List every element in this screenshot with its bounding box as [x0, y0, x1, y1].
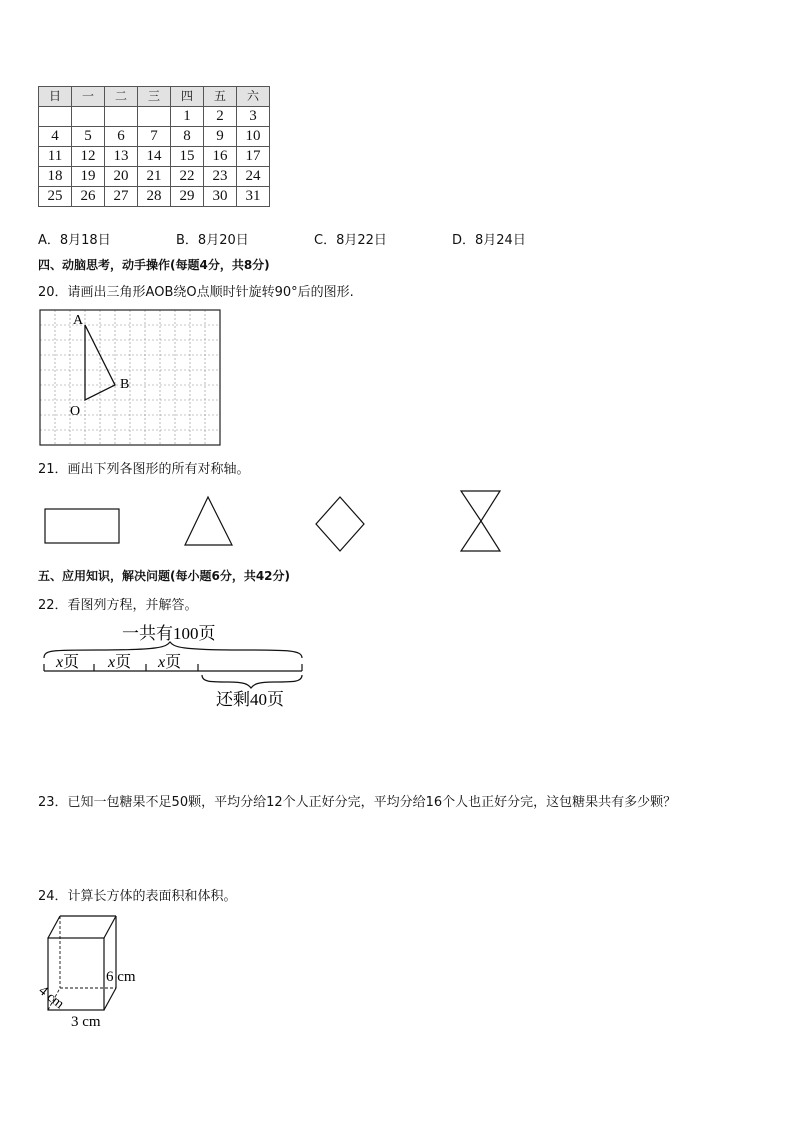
calendar-cell: 30	[204, 187, 237, 207]
question-20-text: 20．请画出三角形AOB绕O点顺时针旋转90°后的图形.	[38, 285, 354, 300]
calendar-cell: 8	[171, 127, 204, 147]
calendar-cell: 21	[138, 167, 171, 187]
calendar-cell: 9	[204, 127, 237, 147]
option-b: B．8月20日	[176, 233, 249, 248]
calendar-cell: 14	[138, 147, 171, 167]
calendar-header-cell: 四	[171, 87, 204, 107]
calendar-row	[39, 167, 270, 187]
calendar-cell: 16	[204, 147, 237, 167]
hourglass-top-triangle	[461, 491, 500, 521]
symmetry-shapes	[40, 486, 510, 556]
segment-label-2: x页	[108, 654, 132, 671]
calendar-cell: 25	[39, 187, 72, 207]
segment-label-3: x页	[158, 654, 182, 671]
calendar-cell: 19	[72, 167, 105, 187]
calendar-cell: 11	[39, 147, 72, 167]
calendar-cell: 18	[39, 167, 72, 187]
calendar-cell: 20	[105, 167, 138, 187]
label-o: O	[70, 404, 81, 419]
question-24-text: 24．计算长方体的表面积和体积。	[38, 889, 237, 904]
calendar-header-cell: 五	[204, 87, 237, 107]
question-21-text: 21．画出下列各图形的所有对称轴。	[38, 462, 250, 477]
option-d: D．8月24日	[452, 233, 526, 248]
calendar-cell: 12	[72, 147, 105, 167]
hourglass-bottom-triangle	[461, 521, 500, 551]
page-count-diagram	[38, 620, 318, 715]
question-23-text: 23．已知一包糖果不足50颗，平均分给12个人正好分完，平均分给16个人也正好分完，这包糖果共有多少颗？	[38, 795, 677, 810]
rotation-grid-figure	[38, 308, 224, 448]
calendar-header-cell: 三	[138, 87, 171, 107]
calendar-row	[39, 107, 270, 127]
calendar-cell	[39, 107, 72, 127]
calendar-row	[39, 147, 270, 167]
option-c: C．8月22日	[314, 233, 387, 248]
remaining-brace	[202, 675, 302, 688]
calendar-cell: 31	[237, 187, 270, 207]
calendar-cell: 5	[72, 127, 105, 147]
section-4-title: 四、动脑思考，动手操作(每题4分，共8分)	[38, 258, 270, 272]
total-pages-label: 一共有100页	[122, 624, 216, 643]
width-label: 3 cm	[71, 1014, 101, 1030]
calendar-row	[39, 187, 270, 207]
calendar-cell: 2	[204, 107, 237, 127]
calendar-table	[38, 86, 270, 207]
grid-lines	[40, 310, 220, 445]
calendar-cell: 1	[171, 107, 204, 127]
calendar-cell: 17	[237, 147, 270, 167]
triangle-shape	[185, 497, 232, 545]
calendar-cell: 23	[204, 167, 237, 187]
calendar-header-cell: 二	[105, 87, 138, 107]
calendar-cell	[138, 107, 171, 127]
depth-label: 4 cm	[35, 983, 67, 1013]
calendar-cell: 26	[72, 187, 105, 207]
segment-label-1: x页	[56, 654, 80, 671]
calendar-header-row	[39, 87, 270, 107]
calendar-row	[39, 127, 270, 147]
calendar-cell: 27	[105, 187, 138, 207]
calendar-cell: 10	[237, 127, 270, 147]
cuboid-figure	[34, 908, 154, 1033]
calendar-cell: 24	[237, 167, 270, 187]
cuboid-edge	[104, 988, 116, 1010]
calendar-header-cell: 六	[237, 87, 270, 107]
option-a: A．8月18日	[38, 233, 111, 248]
calendar-cell: 22	[171, 167, 204, 187]
remaining-pages-label: 还剩40页	[216, 690, 284, 709]
section-5-title: 五、应用知识，解决问题(每小题6分，共42分)	[38, 569, 291, 583]
label-b: B	[120, 377, 130, 392]
calendar-cell	[72, 107, 105, 127]
rectangle-shape	[45, 509, 119, 543]
height-label: 6 cm	[106, 969, 136, 985]
calendar-cell: 28	[138, 187, 171, 207]
calendar-cell: 4	[39, 127, 72, 147]
calendar-header-cell: 日	[39, 87, 72, 107]
calendar-cell: 7	[138, 127, 171, 147]
rhombus-shape	[316, 497, 364, 551]
calendar-header-cell: 一	[72, 87, 105, 107]
label-a: A	[73, 313, 84, 328]
calendar-cell: 13	[105, 147, 138, 167]
calendar-cell: 29	[171, 187, 204, 207]
calendar-cell: 3	[237, 107, 270, 127]
calendar-cell	[105, 107, 138, 127]
calendar-cell: 6	[105, 127, 138, 147]
calendar-cell: 15	[171, 147, 204, 167]
cuboid-edge	[48, 916, 60, 938]
cuboid-edge	[104, 916, 116, 938]
question-22-text: 22．看图列方程，并解答。	[38, 598, 198, 613]
